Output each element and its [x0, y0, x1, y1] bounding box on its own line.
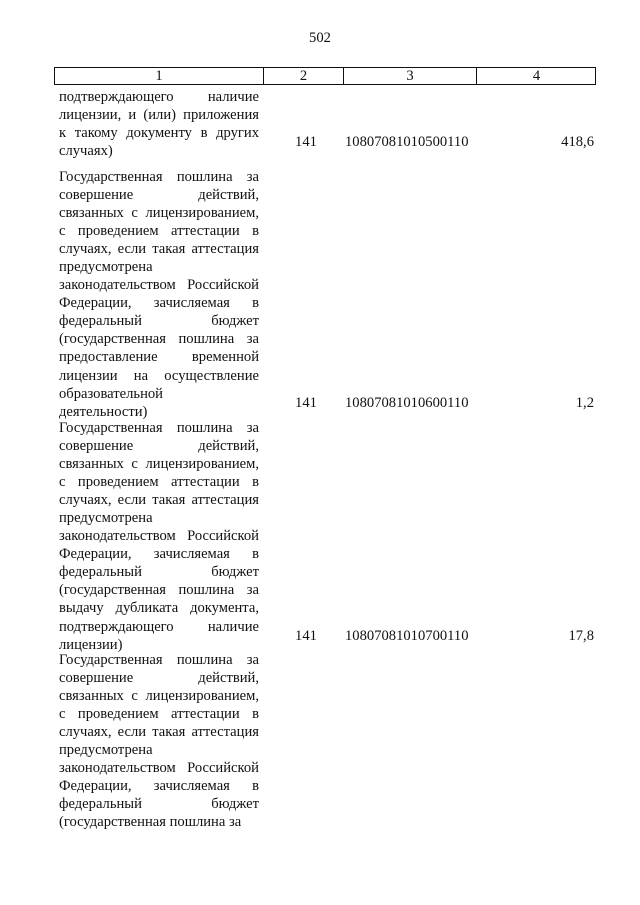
description-line: Федерации, зачисляемая в — [59, 295, 259, 312]
table-row-kbk: 10807081010700110 — [345, 627, 469, 644]
description-line: (государственная пошлина за — [59, 582, 259, 599]
description-line: федеральный бюджет — [59, 564, 259, 581]
header-col-2: 2 — [264, 68, 344, 84]
table-row-kbk: 10807081010500110 — [345, 134, 469, 151]
description-line: законодательством Российской — [59, 760, 259, 777]
description-line: связанных с лицензированием, — [59, 688, 259, 705]
table-row-description — [59, 651, 259, 831]
header-col-3: 3 — [344, 68, 477, 84]
description-line: (государственная пошлина за — [59, 331, 259, 348]
description-line: Государственная пошлина за — [59, 652, 259, 668]
description-line: законодательством Российской — [59, 528, 259, 545]
table-row-description — [59, 419, 259, 654]
table-row-code: 141 — [295, 394, 317, 411]
description-line: случаях) — [59, 143, 113, 160]
description-line: случаях, если такая аттестация — [59, 241, 259, 258]
header-col-1: 1 — [55, 68, 264, 84]
description-line: случаях, если такая аттестация — [59, 492, 259, 509]
description-line: совершение действий, — [59, 187, 259, 204]
description-line: (государственная пошлина за — [59, 814, 242, 831]
description-line: федеральный бюджет — [59, 313, 259, 330]
description-line: к такому документу в других — [59, 125, 259, 142]
description-line: предоставление временной — [59, 349, 259, 366]
description-line: с проведением аттестации в — [59, 474, 259, 491]
table-header — [54, 67, 596, 85]
description-line: Федерации, зачисляемая в — [59, 778, 259, 795]
description-line: подтверждающего наличие — [59, 89, 259, 105]
description-line: лицензии) — [59, 636, 123, 653]
description-line: предусмотрена — [59, 742, 153, 759]
table-row-kbk: 10807081010600110 — [345, 394, 469, 411]
description-line: лицензии, и (или) приложения — [59, 107, 259, 124]
description-line: совершение действий, — [59, 670, 259, 687]
description-line: законодательством Российской — [59, 277, 259, 294]
description-line: с проведением аттестации в — [59, 223, 259, 240]
description-line: предусмотрена — [59, 510, 153, 527]
table-row-description — [59, 168, 259, 421]
table-row-code: 141 — [295, 627, 317, 644]
table-row-description — [59, 88, 259, 160]
description-line: случаях, если такая аттестация — [59, 724, 259, 741]
description-line: выдачу дубликата документа, — [59, 600, 259, 617]
table-row-amount: 17,8 — [568, 627, 594, 644]
table-row-amount: 418,6 — [561, 134, 594, 151]
table-row-code: 141 — [295, 134, 317, 151]
description-line: подтверждающего наличие — [59, 618, 259, 635]
description-line: Государственная пошлина за — [59, 420, 259, 436]
page-number: 502 — [309, 30, 331, 46]
description-line: предусмотрена — [59, 259, 153, 276]
table-row-amount: 1,2 — [575, 394, 594, 411]
description-line: Государственная пошлина за — [59, 169, 259, 185]
description-line: с проведением аттестации в — [59, 706, 259, 723]
description-line: Федерации, зачисляемая в — [59, 546, 259, 563]
description-line: федеральный бюджет — [59, 796, 259, 813]
description-line: лицензии на осуществление — [59, 367, 259, 384]
description-line: образовательной — [59, 385, 163, 402]
description-line: деятельности) — [59, 403, 148, 420]
description-line: связанных с лицензированием, — [59, 456, 259, 473]
header-col-4: 4 — [532, 68, 541, 84]
description-line: связанных с лицензированием, — [59, 205, 259, 222]
description-line: совершение действий, — [59, 438, 259, 455]
